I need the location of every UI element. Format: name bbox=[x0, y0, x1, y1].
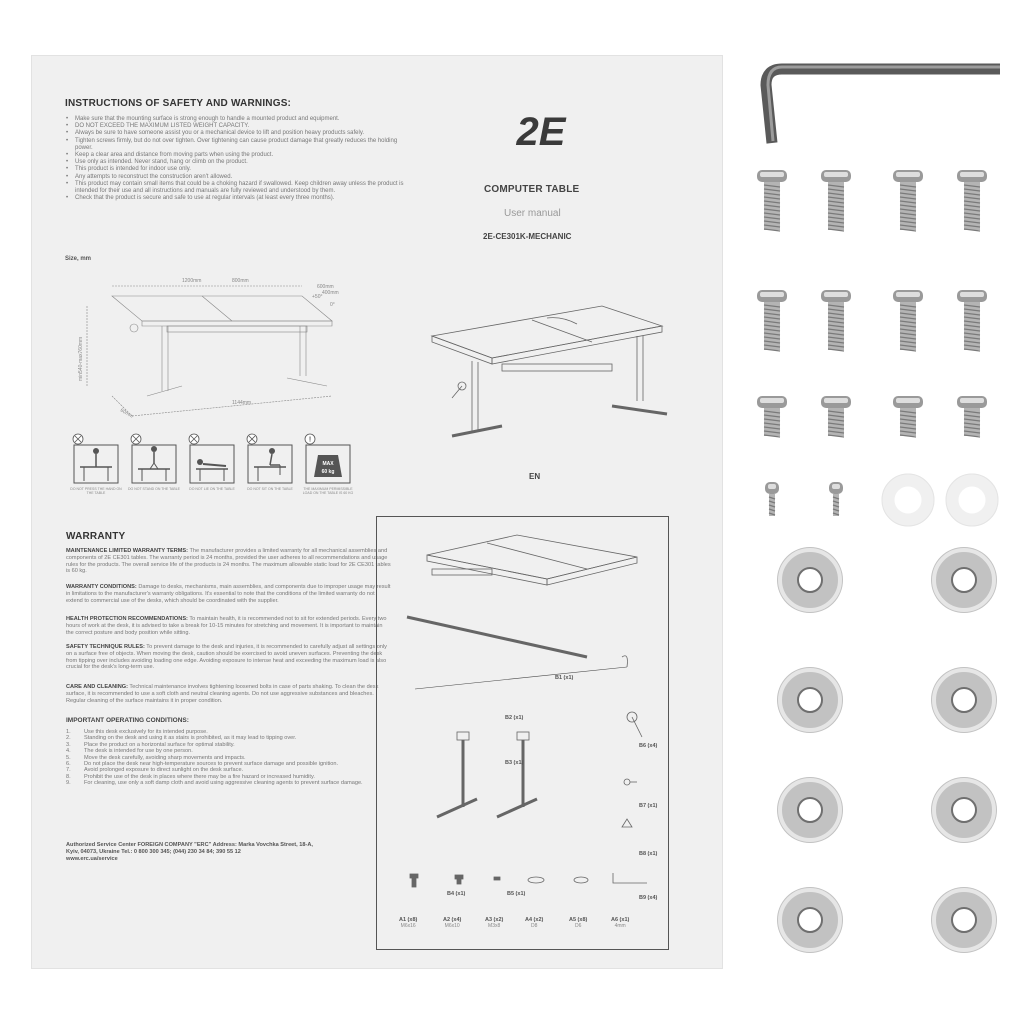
screw-m6x10-icon bbox=[757, 396, 787, 437]
list-item: • DO NOT EXCEED THE MAXIMUM LISTED WEIGHT CAPACITY. bbox=[75, 123, 405, 130]
document-subtitle: User manual bbox=[504, 208, 561, 219]
svg-text:!: ! bbox=[308, 436, 312, 444]
warranty-section bbox=[66, 584, 391, 604]
list-item: • Check that the product is secure and safe to use at regular intervals (at least every three months). bbox=[75, 195, 405, 202]
section-title: HEALTH PROTECTION RECOMMENDATIONS: bbox=[66, 616, 188, 622]
warning-item bbox=[70, 431, 122, 495]
list-item: 5. Move the desk carefully, avoiding sharp movements and impacts. bbox=[66, 754, 246, 761]
no-pressing-icon bbox=[72, 431, 120, 487]
steel-washer-icon bbox=[777, 777, 843, 843]
warning-item bbox=[246, 431, 294, 491]
service-url: www.erc.ua/service bbox=[66, 856, 118, 862]
language-code: EN bbox=[529, 472, 541, 481]
section-text: Damage to desks, mechanisms, main assemblies, and components due to improper usage may result in limitations to the manufacturer's warranty obligations. It's essential to note that the conditions of the limited warranty do not extend to commercial use of the desks, which should be coordinated with the supplier. bbox=[66, 584, 391, 604]
screw-m6x16-icon bbox=[757, 290, 787, 351]
warning-caption: THE MAXIMUM PERMISSIBLE LOAD ON THE TABLE IS 60 KG bbox=[302, 487, 354, 495]
warning-caption: DO NOT PRESS THE HAND ON THE TABLE bbox=[70, 487, 122, 495]
service-address: Authorized Service Center FOREIGN COMPANY "ERC" Address: Marka Vovchka Street, 18-A, bbox=[66, 842, 313, 848]
screw-m6x10-icon bbox=[893, 396, 923, 437]
no-sitting-icon bbox=[246, 431, 294, 487]
size-label: Size, mm bbox=[65, 256, 92, 262]
warranty-heading: WARRANTY bbox=[66, 531, 126, 542]
warning-item bbox=[302, 431, 354, 495]
dim-depth-label: 600mm bbox=[317, 284, 334, 290]
section-title: MAINTENANCE LIMITED WARRANTY TERMS: bbox=[66, 548, 189, 554]
max-weight-text: 60 kg bbox=[321, 469, 335, 475]
steel-washer-icon bbox=[777, 667, 843, 733]
dim-tilt-label: +50° bbox=[312, 294, 323, 300]
warranty-section bbox=[66, 684, 391, 704]
section-text: The manufacturer provides a limited warranty for all mechanical assemblies and components of 2E CE301 tables. The warranty period is 24 months, provided the user adheres to all recommendations and usage rules for the products. The overall service life of the products is 24 months. The maximum allowable static load for 2E CE301 tables is 60 kg. bbox=[66, 548, 391, 575]
section-title: CARE AND CLEANING: bbox=[66, 684, 128, 690]
dim-zero-label: 0° bbox=[330, 302, 335, 308]
screw-m6x16-icon bbox=[957, 170, 987, 231]
dim-400-label: 400mm bbox=[322, 290, 339, 296]
parts-list-frame bbox=[376, 516, 669, 950]
part-label-a1: A1 (x8) M6x16 bbox=[399, 917, 418, 929]
screw-m6x16-icon bbox=[821, 290, 851, 351]
steel-washer-icon bbox=[931, 547, 997, 613]
list-item: 4. The desk is intended for use by one person. bbox=[66, 748, 193, 755]
list-item: 3. Place the product on a horizontal surface for optimal stability. bbox=[66, 741, 235, 748]
screw-m6x10-icon bbox=[957, 396, 987, 437]
list-item: • Use only as intended. Never stand, hang or climb on the product. bbox=[75, 159, 405, 166]
max-load-icon bbox=[304, 431, 352, 487]
part-label-b1: B1 (x1) bbox=[555, 675, 574, 681]
warning-caption: DO NOT SIT ON THE TABLE bbox=[247, 487, 293, 491]
max-badge-text: MAX bbox=[322, 461, 334, 467]
section-text: To maintain health, it is recommended not to sit for extended periods. Every two hours of work at the desk, it is advised to take a break for 10-15 minutes for stretching and movement. It is important to maintain the correct posture and body position while sitting. bbox=[66, 616, 387, 636]
dim-width-label: 1200mm bbox=[182, 278, 202, 284]
warranty-section bbox=[66, 548, 391, 575]
warranty-section bbox=[66, 616, 391, 636]
part-label-b4: B4 (x1) bbox=[447, 891, 466, 897]
section-text: To prevent damage to the desk and injuries, it is recommended to carefully adjust all settings only on a surface free of objects. When moving the desk, caution should be exercised to avoid uneven surfaces. Preventing the desk from tipping over includes avoiding loading one edge. Avoiding exposure to intense heat and exceeding the maximum load is also crucial for the desk's long-term use. bbox=[66, 644, 387, 671]
steel-washer-icon bbox=[931, 667, 997, 733]
list-item: • This product may contain small items that could be a choking hazard if swallowed. Keep children away unless the product is intended for their use and all instructions and manuals are fully reviewed and understood by them. bbox=[75, 181, 405, 195]
steel-washer-icon bbox=[777, 887, 843, 953]
operating-list bbox=[66, 729, 391, 787]
instruction-manual-sheet bbox=[32, 56, 722, 968]
screw-m6x16-icon bbox=[893, 290, 923, 351]
steel-washer-icon bbox=[931, 887, 997, 953]
list-item: 1. Use this desk exclusively for its intended purpose. bbox=[66, 729, 208, 735]
dim-height-label: min540-max760mm bbox=[78, 336, 84, 381]
warning-pictograms bbox=[72, 431, 352, 501]
list-item: 7. Avoid prolonged exposure to direct sunlight on the desk surface. bbox=[66, 767, 244, 774]
washers-group bbox=[740, 470, 1010, 970]
warranty-section bbox=[66, 644, 391, 671]
list-item: • Always be sure to have someone assist you or a mechanical device to lift and position heavy products safely. bbox=[75, 130, 405, 137]
section-title: WARRANTY CONDITIONS: bbox=[66, 584, 137, 590]
safety-list bbox=[65, 116, 405, 202]
hardware-kit bbox=[740, 50, 1010, 970]
part-label-b2: B2 (x1) bbox=[505, 715, 524, 721]
list-item: 6. Do not place the desk near high-temperature sources to prevent surface damage and possible ignition. bbox=[66, 761, 339, 768]
section-text: Technical maintenance involves tightening loosened bolts in case of parts shaking. To clean the desk surface, it is recommended to use a soft cloth and neutral cleaning agents. Do not use aggressive substances and bleaches. Regular cleaning of the surface maintains it in proper condition. bbox=[66, 684, 379, 704]
steel-washer-icon bbox=[777, 547, 843, 613]
list-item: • Tighten screws firmly, but do not over tighten. Over tightening can cause product damage that greatly reduces the holding power. bbox=[75, 138, 405, 152]
list-item: 9. For cleaning, use only a soft damp cloth and avoid using aggressive cleaning agents to prevent surface damage. bbox=[66, 780, 363, 787]
part-label-b8: B8 (x1) bbox=[639, 851, 658, 857]
service-phone: Kyiv, 04073, Ukraine Tel.: 0 800 300 345; (044) 230 34 84; 390 55 12 bbox=[66, 849, 241, 855]
operating-heading: IMPORTANT OPERATING CONDITIONS: bbox=[66, 717, 189, 724]
no-lying-icon bbox=[188, 431, 236, 487]
no-standing-icon bbox=[130, 431, 178, 487]
warning-caption: DO NOT LIE ON THE TABLE bbox=[189, 487, 235, 491]
part-label-b5: B5 (x1) bbox=[507, 891, 526, 897]
parts-diagram bbox=[377, 517, 668, 949]
document-title: COMPUTER TABLE bbox=[484, 184, 580, 195]
warning-item bbox=[128, 431, 180, 491]
part-label-a2: A2 (x4) M6x10 bbox=[443, 917, 462, 929]
section-title: SAFETY TECHNIQUE RULES: bbox=[66, 644, 145, 650]
allen-key-icon bbox=[750, 55, 1010, 150]
part-label-a3: A3 (x2) M3x8 bbox=[485, 917, 504, 929]
warning-caption: DO NOT STAND ON THE TABLE bbox=[128, 487, 180, 491]
part-label-b6: B6 (x4) bbox=[639, 743, 658, 749]
logo-text: 2E bbox=[516, 111, 566, 151]
part-label-b3: B3 (x1) bbox=[505, 760, 524, 766]
part-label-a6: A6 (x1) 4mm bbox=[611, 917, 630, 929]
list-item: • Make sure that the mounting surface is strong enough to handle a mounted product and equipment. bbox=[75, 116, 405, 123]
dim-length-label: 1144mm bbox=[232, 400, 252, 406]
screw-m6x16-icon bbox=[957, 290, 987, 351]
list-item: • This product is intended for indoor use only. bbox=[75, 166, 405, 173]
steel-washer-icon bbox=[931, 777, 997, 843]
part-label-a4: A4 (x2) D8 bbox=[525, 917, 544, 929]
warning-item bbox=[188, 431, 236, 491]
dim-foot-label: 60mm bbox=[119, 407, 135, 420]
table-dimension-drawing bbox=[72, 266, 362, 426]
part-label-b7: B7 (x1) bbox=[639, 803, 658, 809]
model-number: 2E-CE301K-MECHANIC bbox=[483, 232, 572, 241]
part-label-a5: A5 (x8) D6 bbox=[569, 917, 588, 929]
part-label-b9: B9 (x4) bbox=[639, 895, 658, 901]
screw-m6x16-icon bbox=[757, 170, 787, 231]
list-item: 2. Standing on the desk and using it as stairs is prohibited, as it may lead to tipping over. bbox=[66, 735, 297, 742]
screw-m6x10-icon bbox=[821, 396, 851, 437]
safety-heading: INSTRUCTIONS OF SAFETY AND WARNINGS: bbox=[65, 98, 292, 109]
list-item: • Any attempts to reconstruct the construction aren't allowed. bbox=[75, 174, 405, 181]
table-cover-illustration bbox=[412, 286, 672, 456]
brand-logo bbox=[476, 111, 606, 151]
dim-top-label: 800mm bbox=[232, 278, 249, 284]
list-item: 8. Prohibit the use of the desk in places where there may be a fire hazard or increased humidity. bbox=[66, 773, 315, 780]
service-center-info bbox=[66, 842, 396, 863]
screw-m6x16-icon bbox=[893, 170, 923, 231]
list-item: • Keep a clear area and distance from moving parts when using the product. bbox=[75, 152, 405, 159]
screw-m6x16-icon bbox=[821, 170, 851, 231]
